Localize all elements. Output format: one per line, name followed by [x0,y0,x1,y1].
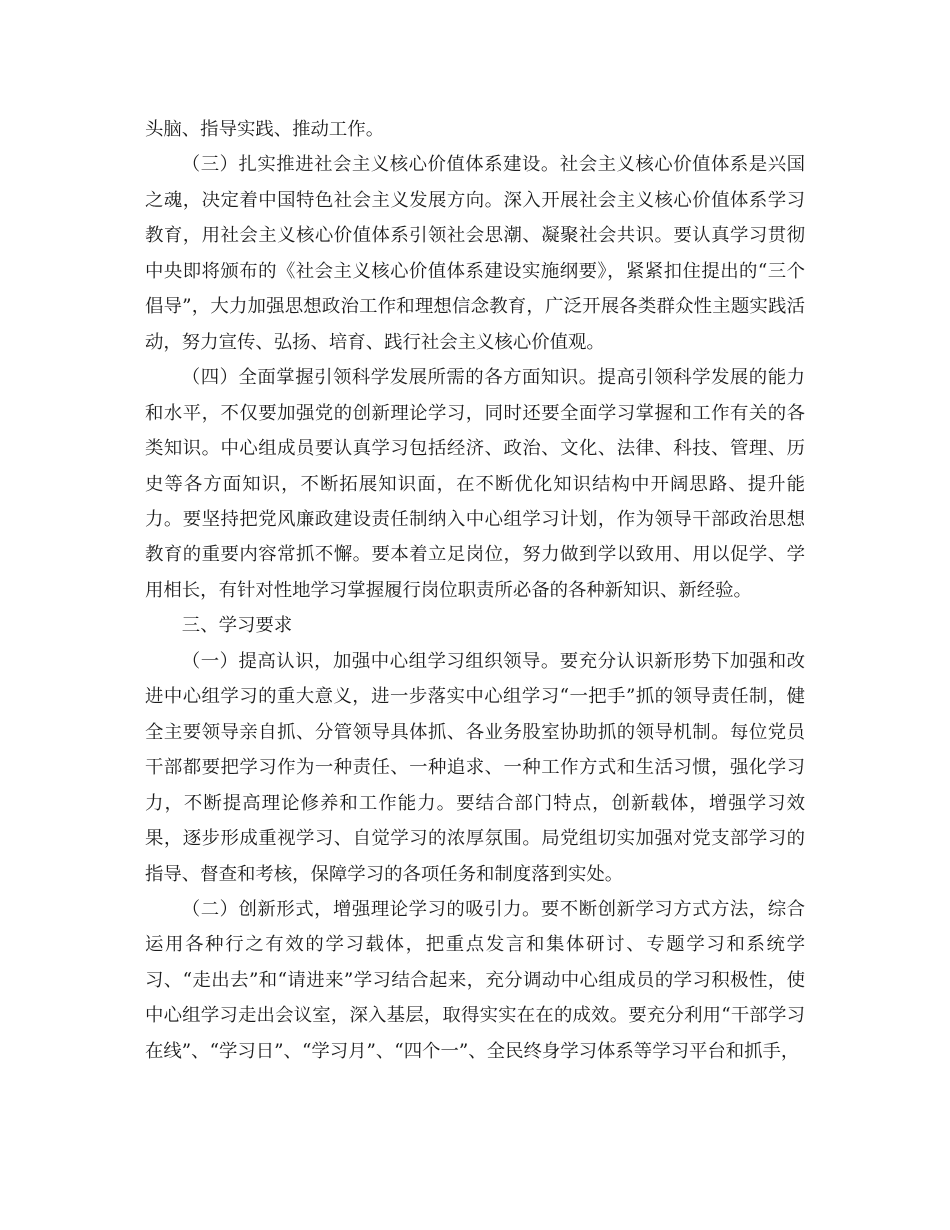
paragraph-core-values: （三）扎实推进社会主义核心价值体系建设。社会主义核心价值体系是兴国之魂，决定着中国特色社会主义发展方向。深入开展社会主义核心价值体系学习教育，用社会主义核心价值体系引领社会思潮、凝聚社会共识。要认真学习贯彻中央即将颁布的《社会主义核心价值体系建设实施纲要》，紧紧扣住提出的“三个倡导”，大力加强思想政治工作和理想信念教育，广泛开展各类群众性主题实践活动，努力宣传、弘扬、培育、践行社会主义核心价值观。 [145,154,805,353]
paragraph-innovation: （二）创新形式，增强理论学习的吸引力。要不断创新学习方式方法，综合运用各种行之有效的学习载体，把重点发言和集体研讨、专题学习和系统学习、“走出去”和“请进来”学习结合起来，充分调动中心组成员的学习积极性，使中心组学习走出会议室，深入基层，取得实实在在的成效。要充分利用“干部学习在线”、“学习日”、“学习月”、“四个一”、全民终身学习体系等学习平台和抓手， [145,898,805,1062]
paragraph-knowledge: （四）全面掌握引领科学发展所需的各方面知识。提高引领科学发展的能力和水平，不仅要加强党的创新理论学习，同时还要全面学习掌握和工作有关的各类知识。中心组成员要认真学习包括经济、政治、文化、法律、科技、管理、历史等各方面知识，不断拓展知识面，在不断优化知识结构中开阔思路、提升能力。要坚持把党风廉政建设责任制纳入中心组学习计划，作为领导干部政治思想教育的重要内容常抓不懈。要本着立足岗位，努力做到学以致用、用以促学、学用相长，有针对性地学习掌握履行岗位职责所必备的各种新知识、新经验。 [145,367,805,601]
paragraph-continued: 头脑、指导实践、推动工作。 [145,119,385,140]
paragraph-leadership: （一）提高认识，加强中心组学习组织领导。要充分认识新形势下加强和改进中心组学习的重大意义，进一步落实中心组学习“一把手”抓的领导责任制，健全主要领导亲自抓、分管领导具体抓、各业务股室协助抓的领导机制。每位党员干部都要把学习作为一种责任、一种追求、一种工作方式和生活习惯，强化学习力，不断提高理论修养和工作能力。要结合部门特点，创新载体，增强学习效果，逐步形成重视学习、自觉学习的浓厚氛围。局党组切实加强对党支部学习的指导、督查和考核，保障学习的各项任务和制度落到实处。 [145,650,805,885]
document-body [145,112,805,1069]
section-heading-requirements: 三、学习要求 [181,615,293,637]
